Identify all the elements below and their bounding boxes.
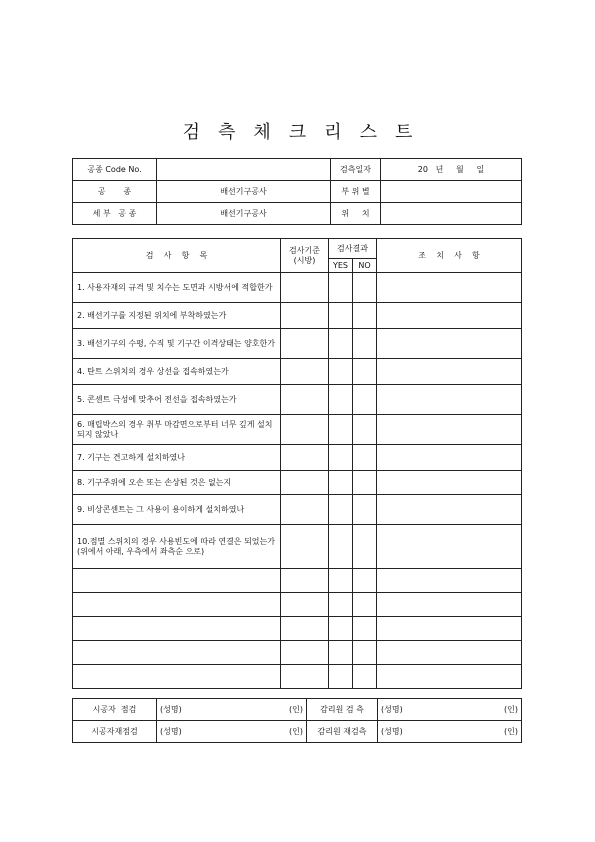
work-type-label: 공 종 (73, 181, 157, 203)
no-cell[interactable] (353, 617, 377, 641)
standard-cell[interactable] (281, 359, 329, 385)
supervisor-inspect-sign[interactable] (378, 699, 522, 721)
standard-cell[interactable] (281, 665, 329, 689)
yes-cell[interactable] (329, 415, 353, 445)
check-item[interactable] (73, 593, 281, 617)
table-row (73, 329, 522, 359)
supervisor-reinspect-label: 감리원 재검측 (307, 721, 378, 743)
empty-row (73, 641, 522, 665)
title-char: 검 (182, 122, 201, 143)
table-row (73, 445, 522, 471)
action-cell[interactable] (377, 617, 522, 641)
standard-cell[interactable] (281, 569, 329, 593)
check-item[interactable] (73, 665, 281, 689)
no-cell[interactable] (353, 665, 377, 689)
no-cell[interactable] (353, 525, 377, 569)
location-label: 위 치 (331, 203, 381, 225)
yes-cell[interactable] (329, 569, 353, 593)
table-row (73, 415, 522, 445)
no-cell[interactable] (353, 273, 377, 303)
standard-cell[interactable] (281, 385, 329, 415)
seal-label: (인) (504, 726, 518, 736)
contractor-check-sign[interactable] (157, 699, 307, 721)
table-row (73, 359, 522, 385)
action-cell[interactable] (377, 593, 522, 617)
seal-label: (인) (289, 704, 303, 714)
action-cell[interactable] (377, 471, 522, 495)
location-value[interactable] (381, 203, 522, 225)
name-label: (성명) (160, 726, 182, 736)
contractor-check-label: 시공자 점검 (73, 699, 157, 721)
yes-cell[interactable] (329, 471, 353, 495)
action-cell[interactable] (377, 445, 522, 471)
no-cell[interactable] (353, 329, 377, 359)
action-cell[interactable] (377, 329, 522, 359)
supervisor-reinspect-sign[interactable] (378, 721, 522, 743)
part-label: 부 위 별 (331, 181, 381, 203)
yes-cell[interactable] (329, 385, 353, 415)
yes-cell[interactable] (329, 329, 353, 359)
yes-cell[interactable] (329, 303, 353, 329)
action-cell[interactable] (377, 665, 522, 689)
col-result-header: 검사결과 (329, 239, 377, 259)
col-yes-header: YES (329, 259, 353, 273)
action-cell[interactable] (377, 415, 522, 445)
action-cell[interactable] (377, 359, 522, 385)
no-cell[interactable] (353, 359, 377, 385)
check-item: 7. 기구는 견고하게 설치하였나 (73, 445, 281, 471)
title-char: 크 (288, 122, 307, 143)
check-item: 9. 비상콘센트는 그 사용이 용이하게 설치하였나 (73, 495, 281, 525)
standard-cell[interactable] (281, 525, 329, 569)
title-char: 리 (324, 122, 342, 143)
empty-row (73, 617, 522, 641)
contractor-material-check-label: 시공자재점검 (73, 721, 157, 743)
action-cell[interactable] (377, 495, 522, 525)
no-cell[interactable] (353, 385, 377, 415)
yes-cell[interactable] (329, 617, 353, 641)
work-code-label: 공종 Code No. (73, 159, 157, 181)
action-cell[interactable] (377, 641, 522, 665)
standard-cell[interactable] (281, 495, 329, 525)
check-item: 6. 매립박스의 경우 취부 마감면으로부터 너무 깊게 설치되지 않았나 (73, 415, 281, 445)
standard-cell[interactable] (281, 617, 329, 641)
check-item: 10.점멸 스위치의 경우 사용빈도에 따라 연결은 되었는가(위에서 아래, 우측에서 좌측순 으로) (73, 525, 281, 569)
action-cell[interactable] (377, 273, 522, 303)
no-cell[interactable] (353, 415, 377, 445)
col-standard-header: 검사기준 (시방) (281, 239, 329, 273)
no-cell[interactable] (353, 303, 377, 329)
no-cell[interactable] (353, 569, 377, 593)
yes-cell[interactable] (329, 273, 353, 303)
sub-work-label: 세 부 공 종 (73, 203, 157, 225)
inspection-date-value[interactable]: 20 년 월 일 (381, 159, 522, 181)
supervisor-inspect-label: 감리원 검 측 (307, 699, 378, 721)
no-cell[interactable] (353, 641, 377, 665)
header-info-table (72, 158, 522, 225)
standard-cell[interactable] (281, 471, 329, 495)
check-item: 8. 기구주위에 오손 또는 손상된 것은 없는지 (73, 471, 281, 495)
document-title (0, 118, 595, 144)
yes-cell[interactable] (329, 665, 353, 689)
title-char: 측 (218, 122, 236, 143)
standard-cell[interactable] (281, 329, 329, 359)
work-code-value[interactable] (157, 159, 331, 181)
signature-table (72, 698, 522, 743)
yes-cell[interactable] (329, 495, 353, 525)
standard-cell[interactable] (281, 641, 329, 665)
col-action-header: 조 치 사 항 (377, 239, 522, 273)
action-cell[interactable] (377, 569, 522, 593)
name-label: (성명) (381, 704, 403, 714)
no-cell[interactable] (353, 495, 377, 525)
standard-cell[interactable] (281, 593, 329, 617)
action-cell[interactable] (377, 525, 522, 569)
yes-cell[interactable] (329, 525, 353, 569)
check-item: 2. 배선기구를 지정된 위치에 부착하였는가 (73, 303, 281, 329)
part-value[interactable] (381, 181, 522, 203)
no-cell[interactable] (353, 593, 377, 617)
check-item: 5. 콘센트 극성에 맞추어 전선을 접속하였는가 (73, 385, 281, 415)
action-cell[interactable] (377, 303, 522, 329)
title-char: 트 (394, 122, 413, 143)
yes-cell[interactable] (329, 445, 353, 471)
action-cell[interactable] (377, 385, 522, 415)
yes-cell[interactable] (329, 359, 353, 385)
inspection-date-label: 검측일자 (331, 159, 381, 181)
standard-cell[interactable] (281, 273, 329, 303)
seal-label: (인) (289, 726, 303, 736)
table-row (73, 273, 522, 303)
table-row (73, 385, 522, 415)
empty-row (73, 665, 522, 689)
name-label: (성명) (381, 726, 403, 736)
yes-cell[interactable] (329, 641, 353, 665)
empty-row (73, 569, 522, 593)
title-char: 체 (253, 122, 271, 143)
standard-cell[interactable] (281, 445, 329, 471)
work-type-value[interactable]: 배선기구공사 (157, 181, 331, 203)
table-row (73, 495, 522, 525)
empty-row (73, 593, 522, 617)
check-item[interactable] (73, 569, 281, 593)
yes-cell[interactable] (329, 593, 353, 617)
table-row (73, 303, 522, 329)
check-item: 3. 배선기구의 수평, 수직 및 기구간 이격상태는 양호한가 (73, 329, 281, 359)
check-item[interactable] (73, 641, 281, 665)
standard-cell[interactable] (281, 303, 329, 329)
no-cell[interactable] (353, 445, 377, 471)
check-item: 1. 사용자재의 규격 및 치수는 도면과 시방서에 적합한가 (73, 273, 281, 303)
contractor-material-check-sign[interactable] (157, 721, 307, 743)
name-label: (성명) (160, 704, 182, 714)
seal-label: (인) (504, 704, 518, 714)
col-no-header: NO (353, 259, 377, 273)
sub-work-value[interactable]: 배선기구공사 (157, 203, 331, 225)
table-row (73, 471, 522, 495)
no-cell[interactable] (353, 471, 377, 495)
check-item: 4. 탄트 스위치의 경우 상선을 접속하였는가 (73, 359, 281, 385)
checklist-table (72, 238, 522, 689)
standard-cell[interactable] (281, 415, 329, 445)
title-char: 스 (359, 122, 377, 143)
check-item[interactable] (73, 617, 281, 641)
col-item-header: 검 사 항 목 (73, 239, 281, 273)
table-row (73, 525, 522, 569)
